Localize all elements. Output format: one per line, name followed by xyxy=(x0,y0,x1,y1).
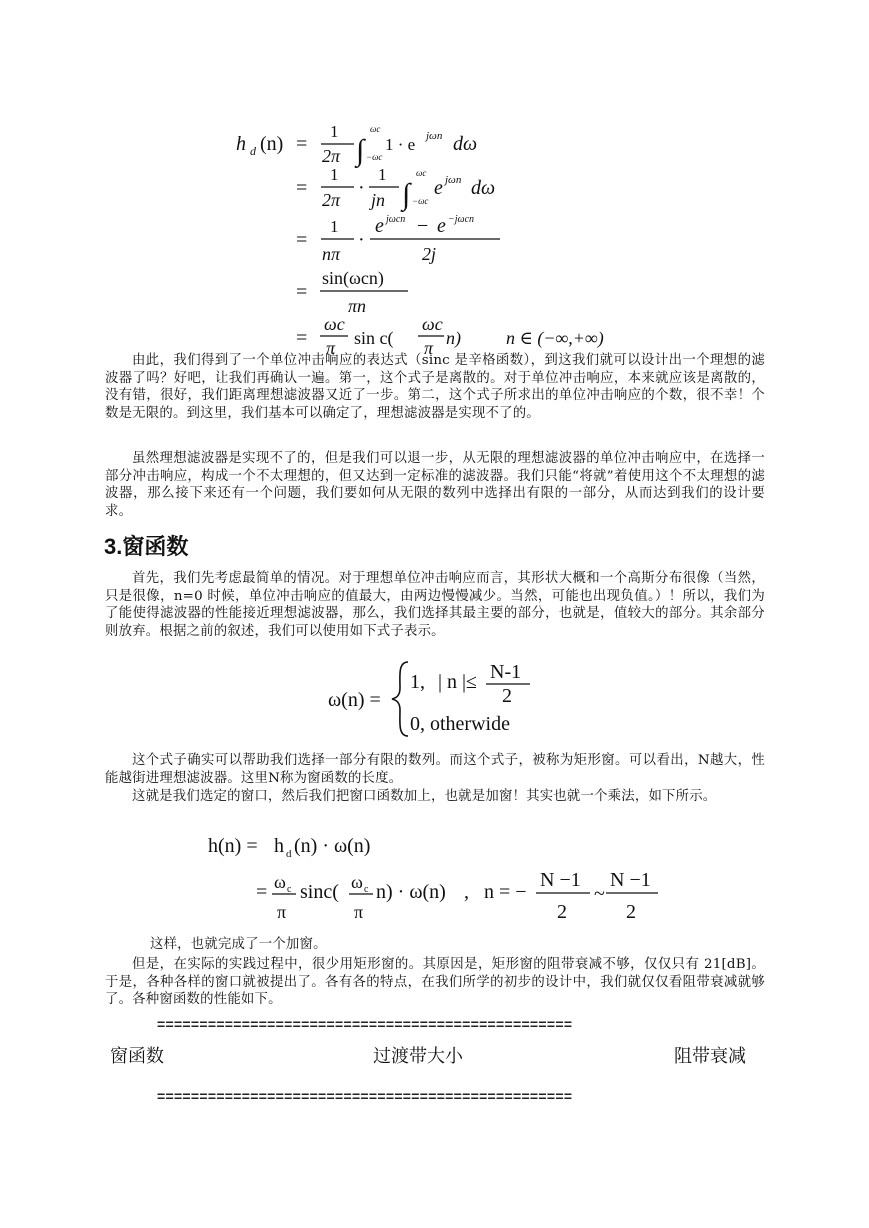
svg-text:π: π xyxy=(326,338,336,354)
svg-text:∫: ∫ xyxy=(402,178,411,211)
svg-text:2π: 2π xyxy=(322,146,341,166)
svg-text:·: · xyxy=(358,229,365,251)
svg-text:π: π xyxy=(354,902,364,922)
paragraph-sinc-result: 由此，我们得到了一个单位冲击响应的表达式（sinc 是辛格函数），到这我们就可以设计出一个理想的滤波器了吗？好吧，让我们再确认一遍。第一，这个式子是离散的。对于单位冲击响应，本来就应该是离散的，没有错，很好，我们距离理想滤波器又近了一步。第二，这个式子所求出的单位冲击响应的个数，很不幸！个数是无限的。到这里，我们基本可以确定了，理想滤波器是实现不了的。 xyxy=(105,353,765,421)
svg-text:=: = xyxy=(296,177,308,199)
table-rule-top: ================================================= xyxy=(157,1016,573,1032)
svg-text:h: h xyxy=(274,835,284,857)
svg-text:c: c xyxy=(287,884,292,895)
svg-text:nπ: nπ xyxy=(322,244,341,264)
svg-text:ω: ω xyxy=(351,872,363,892)
svg-text:ωc: ωc xyxy=(422,314,443,334)
svg-text:c: c xyxy=(364,884,369,895)
svg-text:1: 1 xyxy=(330,165,339,184)
svg-text:=: = xyxy=(256,881,268,903)
svg-text:n) · ω(n): n) · ω(n) xyxy=(376,881,446,903)
svg-text:2π: 2π xyxy=(322,190,341,210)
svg-text:n ∈ (−∞,+∞): n ∈ (−∞,+∞) xyxy=(506,328,604,348)
table-rule-bottom: ================================================= xyxy=(157,1088,573,1104)
svg-text:,: , xyxy=(464,881,469,903)
svg-text:2: 2 xyxy=(502,685,512,707)
svg-text:dω: dω xyxy=(471,177,496,199)
formula-rectangular-window xyxy=(326,656,546,742)
svg-text:1 · e: 1 · e xyxy=(385,135,416,154)
svg-text:(n) · ω(n): (n) · ω(n) xyxy=(294,835,371,857)
paragraph-window-types: 但是，在实际的实践过程中，很少用矩形窗的。其原因是，矩形窗的阻带衰减不够，仅仅只有 21[dB]。于是，各种各样的窗口就被提出了。各有各的特点，在我们所学的初步的设计中，我们就仅仅看阻带衰减就够了。各种窗函数的性能如下。 xyxy=(105,957,765,1008)
svg-text:0, otherwide: 0, otherwide xyxy=(410,713,510,735)
svg-text:d: d xyxy=(286,848,292,860)
svg-text:1: 1 xyxy=(330,122,339,141)
svg-text:π: π xyxy=(277,902,287,922)
svg-text:1: 1 xyxy=(330,217,339,236)
svg-text:−jωcn: −jωcn xyxy=(448,214,475,225)
paragraph-window-done: 这样，也就完成了一个加窗。 xyxy=(150,937,327,952)
svg-text:π: π xyxy=(424,338,434,354)
table-header xyxy=(110,1042,760,1072)
svg-text:ω: ω xyxy=(274,872,286,892)
svg-text:(n): (n) xyxy=(260,133,284,155)
svg-text:e: e xyxy=(437,215,446,237)
svg-text:2: 2 xyxy=(626,901,636,923)
table-col-transition-band: 过渡带大小 xyxy=(373,1046,463,1067)
svg-text:ωc: ωc xyxy=(370,124,381,134)
svg-text:1,: 1, xyxy=(410,671,425,693)
table-col-stopband-attenuation: 阻带衰减 xyxy=(674,1046,746,1067)
table-col-window-function: 窗函数 xyxy=(110,1046,164,1067)
svg-text:−ωc: −ωc xyxy=(412,196,429,206)
formula-windowed-response xyxy=(206,830,666,930)
svg-text:N −1: N −1 xyxy=(610,869,651,891)
svg-text:N-1: N-1 xyxy=(490,661,522,683)
svg-text:=: = xyxy=(296,229,308,251)
svg-text:| n |≤: | n |≤ xyxy=(438,671,477,693)
svg-text:−ωc: −ωc xyxy=(366,152,383,162)
svg-text:N −1: N −1 xyxy=(540,869,581,891)
paragraph-finite-selection: 虽然理想滤波器是实现不了的，但是我们可以退一步，从无限的理想滤波器的单位冲击响应中，在选择一部分冲击响应，构成一个不太理想的，但又达到一定标准的滤波器。我们只能“将就”着使用这个不太理想的滤波器，那么接下来还有一个问题，我们要如何从无限的数列中选择出有限的一部分，从而达到我们的设计要求。 xyxy=(105,451,765,519)
svg-text:jωn: jωn xyxy=(445,174,462,186)
formula1-lhs: h xyxy=(236,133,246,155)
svg-text:ωc: ωc xyxy=(324,314,345,334)
svg-text:2j: 2j xyxy=(422,244,437,264)
svg-text:∫: ∫ xyxy=(356,134,365,167)
svg-text:n): n) xyxy=(446,328,461,348)
svg-text:πn: πn xyxy=(348,296,367,316)
svg-text:sin(ωcn): sin(ωcn) xyxy=(322,268,384,288)
paragraph-rectangular-window: 这个式子确实可以帮助我们选择一部分有限的数列。而这个式子，被称为矩形窗。可以看出，N越大，性能越街进理想滤波器。这里N称为窗函数的长度。 xyxy=(105,753,765,786)
svg-text:h(n) =: h(n) = xyxy=(208,835,258,857)
svg-text:=: = xyxy=(296,281,308,303)
section-heading-window-function: 3.窗函数 xyxy=(104,534,189,559)
svg-text:1: 1 xyxy=(378,165,387,184)
paragraph-apply-window: 这就是我们选定的窗口，然后我们把窗口函数加上，也就是加窗！其实也就一个乘法，如下所示。 xyxy=(132,789,717,804)
svg-text:=: = xyxy=(296,327,308,349)
svg-text:e: e xyxy=(375,215,384,237)
svg-text:=: = xyxy=(296,133,308,155)
paragraph-simplest-case: 首先，我们先考虑最简单的情况。对于理想单位冲击响应而言，其形状大概和一个高斯分布很像（当然，只是很像，n=0 时候，单位冲击响应的值最大，由两边慢慢减少。当然，可能也出现负值。）！所以，我们为了能使得滤波器的性能接近理想滤波器，那么，我们选择其最主要的部分，也就是，值较大的部分。其余部分则放弃。根据之前的叙述，我们可以使用如下式子表示。 xyxy=(105,571,765,639)
svg-text:d: d xyxy=(250,144,256,158)
svg-text:·: · xyxy=(358,177,365,199)
svg-text:jn: jn xyxy=(371,190,386,210)
svg-text:n = −: n = − xyxy=(484,881,527,903)
formula-impulse-response xyxy=(230,122,650,354)
svg-text:ω(n) =: ω(n) = xyxy=(328,689,381,711)
svg-text:sinc(: sinc( xyxy=(300,881,339,903)
svg-text:sin c(: sin c( xyxy=(354,328,394,348)
svg-text:jωcn: jωcn xyxy=(386,214,406,225)
svg-text:dω: dω xyxy=(453,133,478,155)
svg-text:~: ~ xyxy=(594,883,605,905)
svg-text:ωc: ωc xyxy=(416,168,427,178)
svg-text:−: − xyxy=(417,215,429,237)
svg-text:2: 2 xyxy=(557,901,567,923)
svg-text:jωn: jωn xyxy=(426,130,443,142)
svg-text:e: e xyxy=(434,177,443,199)
